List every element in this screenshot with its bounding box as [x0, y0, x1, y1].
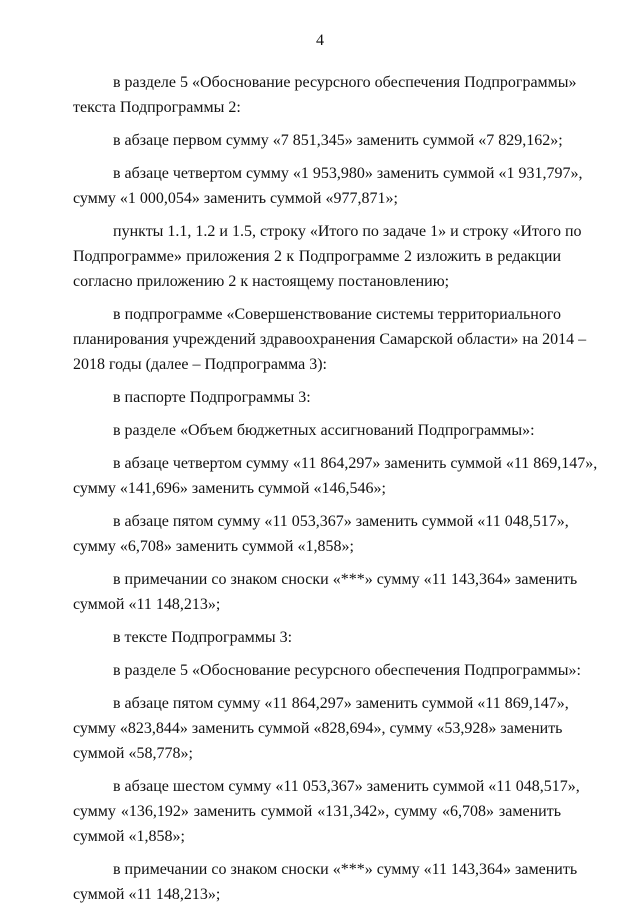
paragraph-line: в абзаце пятом сумму «11 864,297» заменить суммой «11 869,147»,: [113, 695, 569, 712]
paragraph-line: сумму «823,844» заменить суммой «828,694», сумму «53,928» заменить: [73, 720, 563, 737]
paragraph: [73, 625, 561, 650]
paragraph: [73, 658, 581, 683]
paragraph-line: в абзаце шестом сумму «11 053,367» заменить суммой «11 048,517»,: [113, 778, 580, 795]
paragraph-line: в разделе «Объем бюджетных ассигнований Подпрограммы»:: [113, 422, 535, 439]
paragraph: [73, 509, 569, 559]
paragraph-line: сумму «6,708» заменить суммой «1,858»;: [73, 538, 354, 555]
paragraph-line: в разделе 5 «Обоснование ресурсного обеспечения Подпрограммы»: [113, 74, 577, 91]
paragraph-line: суммой «58,778»;: [73, 745, 193, 762]
paragraph-line: суммой «11 148,213»;: [73, 886, 221, 903]
paragraph-line: пункты 1.1, 1.2 и 1.5, строку «Итого по задаче 1» и строку «Итого по: [113, 223, 582, 240]
paragraph-line: в абзаце первом сумму «7 851,345» заменить суммой «7 829,162»;: [113, 132, 563, 149]
paragraph-line: планирования учреждений здравоохранения Самарской области» на 2014 –: [73, 331, 587, 348]
paragraph: [73, 385, 561, 410]
paragraph-line: суммой «11 148,213»;: [73, 596, 221, 613]
document-body: [73, 70, 598, 907]
paragraph-line: в примечании со знаком сноски «***» сумму «11 143,364» заменить: [113, 571, 578, 588]
paragraph-line: в тексте Подпрограммы 3:: [113, 629, 293, 646]
paragraph: [73, 161, 583, 211]
paragraph-line: сумму «136,192» заменить суммой «131,342», сумму «6,708» заменить: [73, 803, 561, 820]
paragraph-line: в разделе 5 «Обоснование ресурсного обеспечения Подпрограммы»:: [113, 662, 581, 679]
paragraph-line: текста Подпрограммы 2:: [73, 99, 241, 116]
paragraph-line: сумму «141,696» заменить суммой «146,546»;: [73, 480, 386, 497]
paragraph-line: Подпрограмме» приложения 2 к Подпрограмме 2 изложить в редакции: [73, 248, 561, 265]
paragraph: [73, 567, 578, 617]
paragraph-line: в паспорте Подпрограммы 3:: [113, 389, 311, 406]
paragraph: [73, 128, 561, 153]
paragraph: [73, 219, 582, 294]
paragraph-line: в подпрограмме «Совершенствование системы территориального: [113, 306, 561, 323]
paragraph: [73, 418, 561, 443]
paragraph-line: сумму «1 000,054» заменить суммой «977,871»;: [73, 190, 398, 207]
paragraph-line: 2018 годы (далее – Подпрограмма 3):: [73, 356, 327, 373]
paragraph: [73, 857, 578, 907]
paragraph-line: в абзаце четвертом сумму «11 864,297» заменить суммой «11 869,147»,: [113, 455, 598, 472]
paragraph-line: в примечании со знаком сноски «***» сумму «11 143,364» заменить: [113, 861, 578, 878]
paragraph: [73, 302, 587, 377]
paragraph: [73, 691, 569, 766]
paragraph: [73, 70, 577, 120]
paragraph-line: в абзаце пятом сумму «11 053,367» заменить суммой «11 048,517»,: [113, 513, 569, 530]
paragraph-line: согласно приложению 2 к настоящему постановлению;: [73, 273, 450, 290]
page-number: 4: [316, 32, 324, 49]
paragraph-line: в абзаце четвертом сумму «1 953,980» заменить суммой «1 931,797»,: [113, 165, 583, 182]
paragraph: [73, 451, 598, 501]
paragraph-line: суммой «1,858»;: [73, 828, 185, 845]
paragraph: [73, 774, 580, 849]
